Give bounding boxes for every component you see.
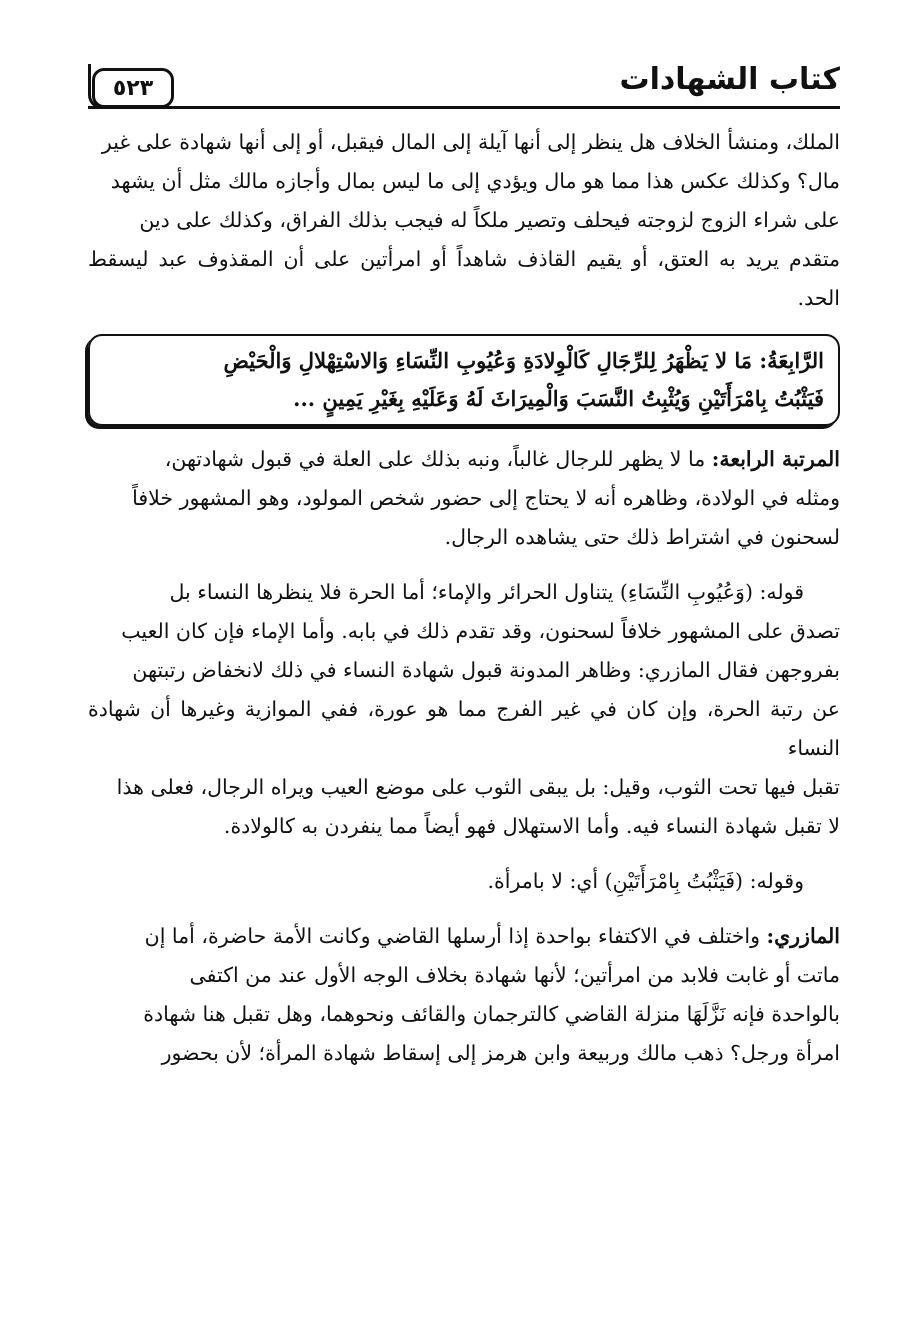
text-line [88,440,840,479]
text-line: على شراء الزوج لزوجته فيحلف وتصير ملكاً له فيجب بذلك الفراق، وكذلك على دين [139,208,840,232]
spacer [88,846,840,862]
text-line [88,917,840,956]
page-number: ٥٢٣ [92,68,174,108]
spacer [88,901,840,917]
text-line: لسحنون في اشتراط ذلك حتى يشاهده الرجال. [444,525,840,549]
intro-paragraph [88,123,840,318]
section-label: المازري: [766,924,840,948]
text-line: تقبل فيها تحت الثوب، وقيل: بل يبقى الثوب على موضع العيب ويراه الرجال، فعلى هذا [116,775,840,799]
page [88,60,840,1073]
commentary-paragraph-2 [88,573,840,846]
commentary-paragraph-1 [88,440,840,557]
matn-quote-box [88,334,840,426]
running-header [88,60,840,109]
text-line: الملك، ومنشأ الخلاف هل ينظر إلى أنها آيلة إلى المال فيقبل، أو إلى أنها شهادة على غير [101,130,840,154]
text-line: عن رتبة الحرة، وإن كان في غير الفرج مما هو عورة، ففي الموازية وغيرها أن شهادة النساء [88,697,840,760]
text-line: وقوله: (فَيَثْبُتُ بِامْرَأَتَيْنِ) أي: لا بامرأة. [487,869,804,893]
text-line: بفروجهن فقال المازري: وظاهر المدونة قبول شهادة النساء في ذلك لانخفاض رتبتهن [132,658,840,682]
section-label: المرتبة الرابعة: [711,447,840,471]
commentary-paragraph-4 [88,917,840,1073]
text-line: ماتت أو غابت فلابد من امرأتين؛ لأنها شهادة بخلاف الوجه الأول عند من اكتفى [189,963,840,987]
text-line: بالواحدة فإنه نَزَّلَهَا منزلة القاضي كالترجمان والقائف ونحوهما، وهل تقبل هنا شهادة [143,1002,840,1026]
text-span: ما لا يظهر للرجال غالباً، ونبه بذلك على العلة في قبول شهادتهن، [164,447,712,471]
text-line: تصدق على المشهور خلافاً لسحنون، وقد تقدم ذلك في بابه. وأما الإماء فإن كان العيب [121,619,840,643]
text-line: مال؟ وكذلك عكس هذا مما هو مال ويؤدي إلى ما ليس بمال وأجازه مالك مثل أن يشهد [110,169,840,193]
text-line: متقدم يريد به العتق، أو يقيم القاذف شاهداً أو امرأتين على أن المقذوف عبد ليسقط الحد. [88,247,840,310]
text-line: امرأة ورجل؟ ذهب مالك وربيعة وابن هرمز إلى إسقاط شهادة المرأة؛ لأن بحضور [161,1041,840,1065]
text-span: واختلف في الاكتفاء بواحدة إذا أرسلها القاضي وكانت الأمة حاضرة، أما إن [144,924,767,948]
spacer [88,557,840,573]
text-line: ومثله في الولادة، وظاهره أنه لا يحتاج إلى حضور شخص المولود، وهو المشهور خلافاً [132,486,840,510]
text-line: قوله: (وَعُيُوبِ النِّسَاءِ) يتناول الحرائر والإماء؛ أما الحرة فلا ينظرها النساء بل [169,580,804,604]
matn-line: فَيَثْبُتُ بِامْرَأَتَيْنِ وَيُثْبِتُ النَّسَبَ وَالْمِيرَاثَ لَهُ وَعَلَيْهِ بِغَيْرِ يَمِينٍ ... [293,386,824,411]
text-line: لا تقبل شهادة النساء فيه. وأما الاستهلال فهو أيضاً مما ينفردن به كالولادة. [223,814,840,838]
commentary-paragraph-3 [88,862,840,901]
matn-line: الرَّابِعَةُ: مَا لا يَظْهَرُ لِلرِّجَالِ كَالْوِلادَةِ وَعُيُوبِ النِّسَاءِ وَالاسْتِهْلالِ وَالْحَيْضِ [223,348,824,373]
book-title: كتاب الشهادات [619,62,840,97]
